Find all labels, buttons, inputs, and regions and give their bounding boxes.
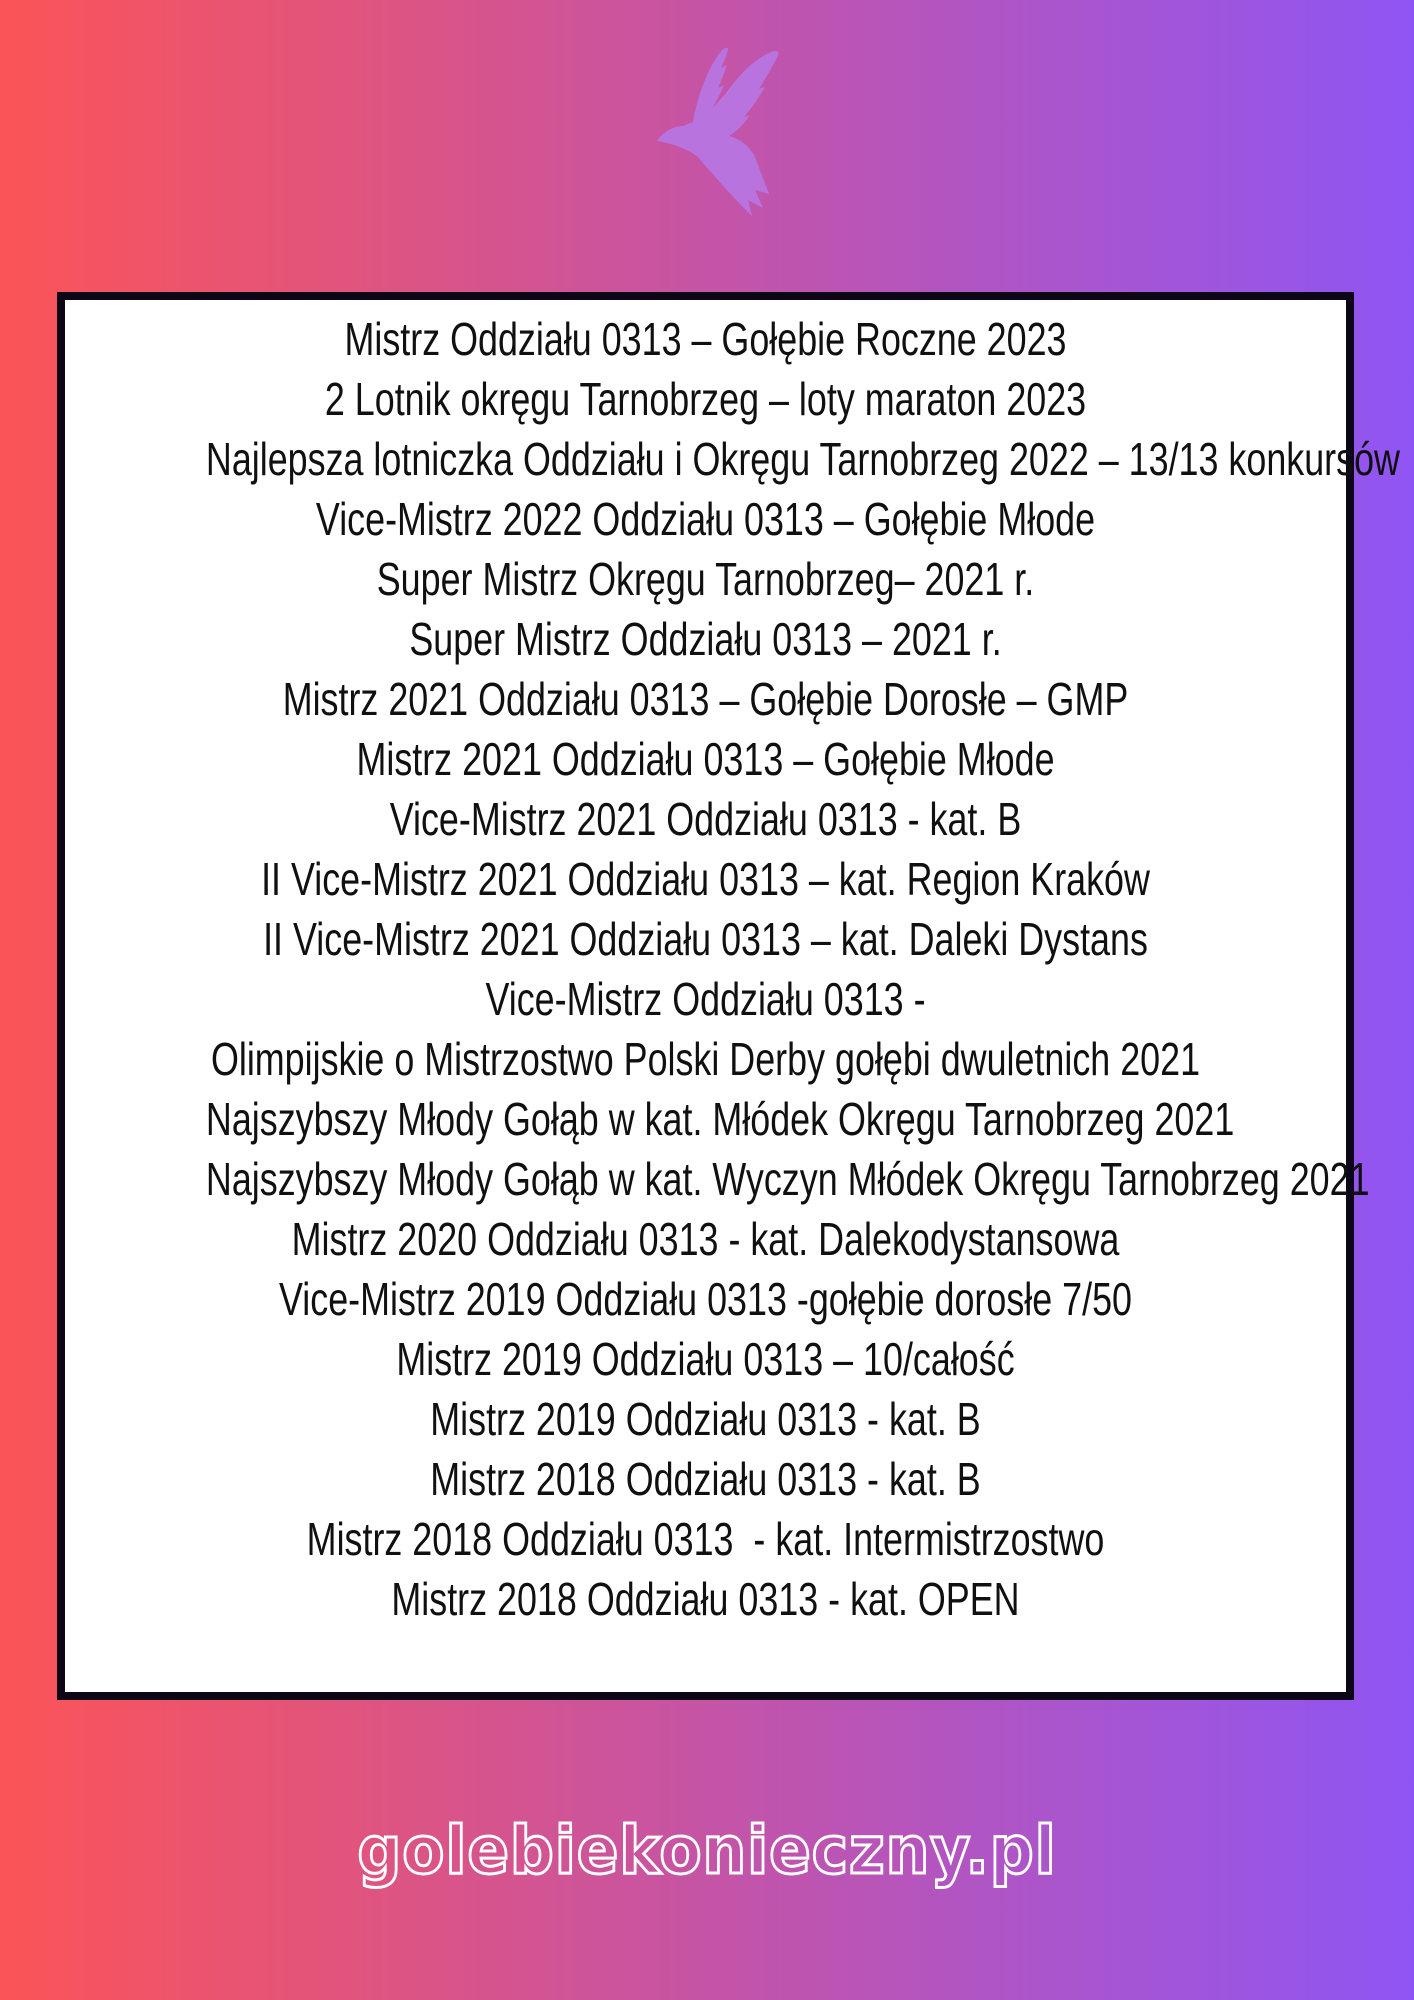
achievement-line: Mistrz 2021 Oddziału 0313 – Gołębie Dorosłe – GMP [282,673,1129,725]
achievement-line: Vice-Mistrz 2021 Oddziału 0313 - kat. B [389,793,1022,845]
achievement-line: II Vice-Mistrz 2021 Oddziału 0313 – kat. Daleki Dystans [263,913,1148,965]
achievement-line: Mistrz Oddziału 0313 – Gołębie Roczne 2023 [344,313,1067,365]
achievement-line: Mistrz 2020 Oddziału 0313 - kat. Dalekodystansowa [291,1213,1120,1265]
achievement-line: Vice-Mistrz Oddziału 0313 - [485,973,926,1025]
website-url: golebiekonieczny.pl [357,1812,1057,1889]
achievement-line: Mistrz 2018 Oddziału 0313 - kat. Intermistrzostwo [306,1513,1105,1565]
achievement-line: Mistrz 2018 Oddziału 0313 - kat. OPEN [391,1573,1020,1625]
achievement-line: Mistrz 2021 Oddziału 0313 – Gołębie Młode [356,733,1055,785]
achievement-line: Vice-Mistrz 2019 Oddziału 0313 -gołębie dorosłe 7/50 [278,1273,1132,1325]
achievement-line: Najszybszy Młody Gołąb w kat. Młódek Okręgu Tarnobrzeg 2021 [205,1093,1235,1145]
achievement-line: Super Mistrz Oddziału 0313 – 2021 r. [409,613,1002,665]
achievement-line: Mistrz 2018 Oddziału 0313 - kat. B [430,1453,981,1505]
achievement-line: Olimpijskie o Mistrzostwo Polski Derby gołębi dwuletnich 2021 [210,1033,1201,1085]
achievement-line: Najszybszy Młody Gołąb w kat. Wyczyn Młódek Okręgu Tarnobrzeg 2021 [205,1153,1370,1205]
achievements-panel [57,292,1400,1700]
dove-icon [652,44,804,234]
achievement-line: II Vice-Mistrz 2021 Oddziału 0313 – kat. Region Kraków [261,853,1150,905]
achievement-line: Najlepsza lotniczka Oddziału i Okręgu Tarnobrzeg 2022 – 13/13 konkursów [205,433,1400,485]
achievement-line: Mistrz 2019 Oddziału 0313 – 10/całość [396,1333,1015,1385]
achievement-line: Super Mistrz Okręgu Tarnobrzeg– 2021 r. [376,553,1035,605]
achievements-list [205,309,1400,1629]
achievement-line: Mistrz 2019 Oddziału 0313 - kat. B [430,1393,981,1445]
achievement-line: 2 Lotnik okręgu Tarnobrzeg – loty maraton 2023 [324,373,1087,425]
achievement-line: Vice-Mistrz 2022 Oddziału 0313 – Gołębie Młode [315,493,1096,545]
